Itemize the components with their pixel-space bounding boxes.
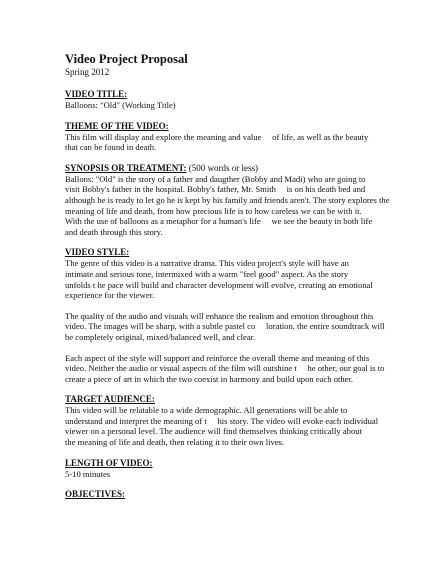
synopsis-heading-label: SYNOPSIS OR TREATMENT:	[65, 162, 187, 173]
synopsis-line: With the use of balloons as a metaphor for a human's life we see the beauty in both life	[65, 216, 373, 227]
section-heading-length: LENGTH OF VIDEO:	[65, 457, 153, 468]
synopsis-line: visit Bobby's father in the hospital. Bobby's father, Mr. Smith is on his death bed and	[65, 184, 366, 195]
video-style-line: The quality of the audio and visuals will enhance the realism and emotion throughout this	[65, 310, 374, 321]
section-heading-theme: THEME OF THE VIDEO:	[65, 120, 169, 131]
video-style-line: be completely original, mixed/balanced well, and clear.	[65, 331, 256, 342]
theme-line: This film will display and explore the meaning and value of life, as well as the beauty	[65, 131, 369, 142]
synopsis-line: Ballons: "Old" is the story of a father and daugther (Bobby and Madi) who are going to	[65, 173, 366, 184]
document-content	[65, 52, 390, 500]
target-audience-line: understand and interpret the meaning of t his story. The video will evoke each individual	[65, 415, 379, 426]
section-heading-target-audience: TARGET AUDIENCE:	[65, 394, 155, 405]
section-heading-video-title: VIDEO TITLE:	[65, 89, 128, 99]
theme-line: that can be found in death.	[65, 142, 157, 153]
synopsis-line: meaning of life and death, from how precious life is to how careless we can be with it.	[65, 205, 362, 216]
video-style-line: unfolds t he pace will build and character development will evolve, creating an emotional	[65, 279, 373, 290]
synopsis-heading-note: (500 words or less)	[186, 162, 259, 173]
video-style-line: The genre of this video is a narrative drama. This video project's style will have an	[65, 258, 349, 269]
length-text: 5-10 minutes	[65, 468, 111, 479]
video-style-line: video. Neither the audio or visual aspects of the film will outshine t he other, our goal is to	[65, 363, 385, 374]
video-style-line: create a piece of art in which the two coexist in harmony and build upon each other.	[65, 373, 354, 384]
target-audience-line: the meaning of life and death, then relating it to their own lives.	[65, 437, 285, 448]
synopsis-line: although he is ready to let go he is kept by his family and friends aren't. The story explores the	[65, 194, 390, 205]
target-audience-line: This video will be relatable to a wide demographic. All generations will be able to	[65, 405, 348, 416]
video-style-line: video. The images will be sharp, with a subtle pastel co loration. the entire soundtrack will	[65, 321, 385, 332]
video-title-text: Balloons: "Old" (Working Title)	[65, 100, 176, 110]
section-heading-video-style: VIDEO STYLE:	[65, 247, 130, 258]
document-title: Video Project Proposal	[65, 52, 188, 66]
video-style-line: intimate and serious tone, intermixed with a warm "feel good" aspect. As the story	[65, 268, 349, 279]
target-audience-line: viewer on a personal level. The audience will find themselves thinking critically about	[65, 426, 362, 437]
document-subtitle: Spring 2012	[65, 67, 110, 77]
video-style-line: Each aspect of the style will support and reinforce the overall theme and meaning of this	[65, 352, 370, 363]
section-heading-synopsis	[65, 163, 385, 174]
video-style-line: experience for the viewer.	[65, 290, 155, 301]
section-heading-objectives: OBJECTIVES:	[65, 489, 126, 500]
synopsis-line: and death through this story.	[65, 226, 163, 237]
